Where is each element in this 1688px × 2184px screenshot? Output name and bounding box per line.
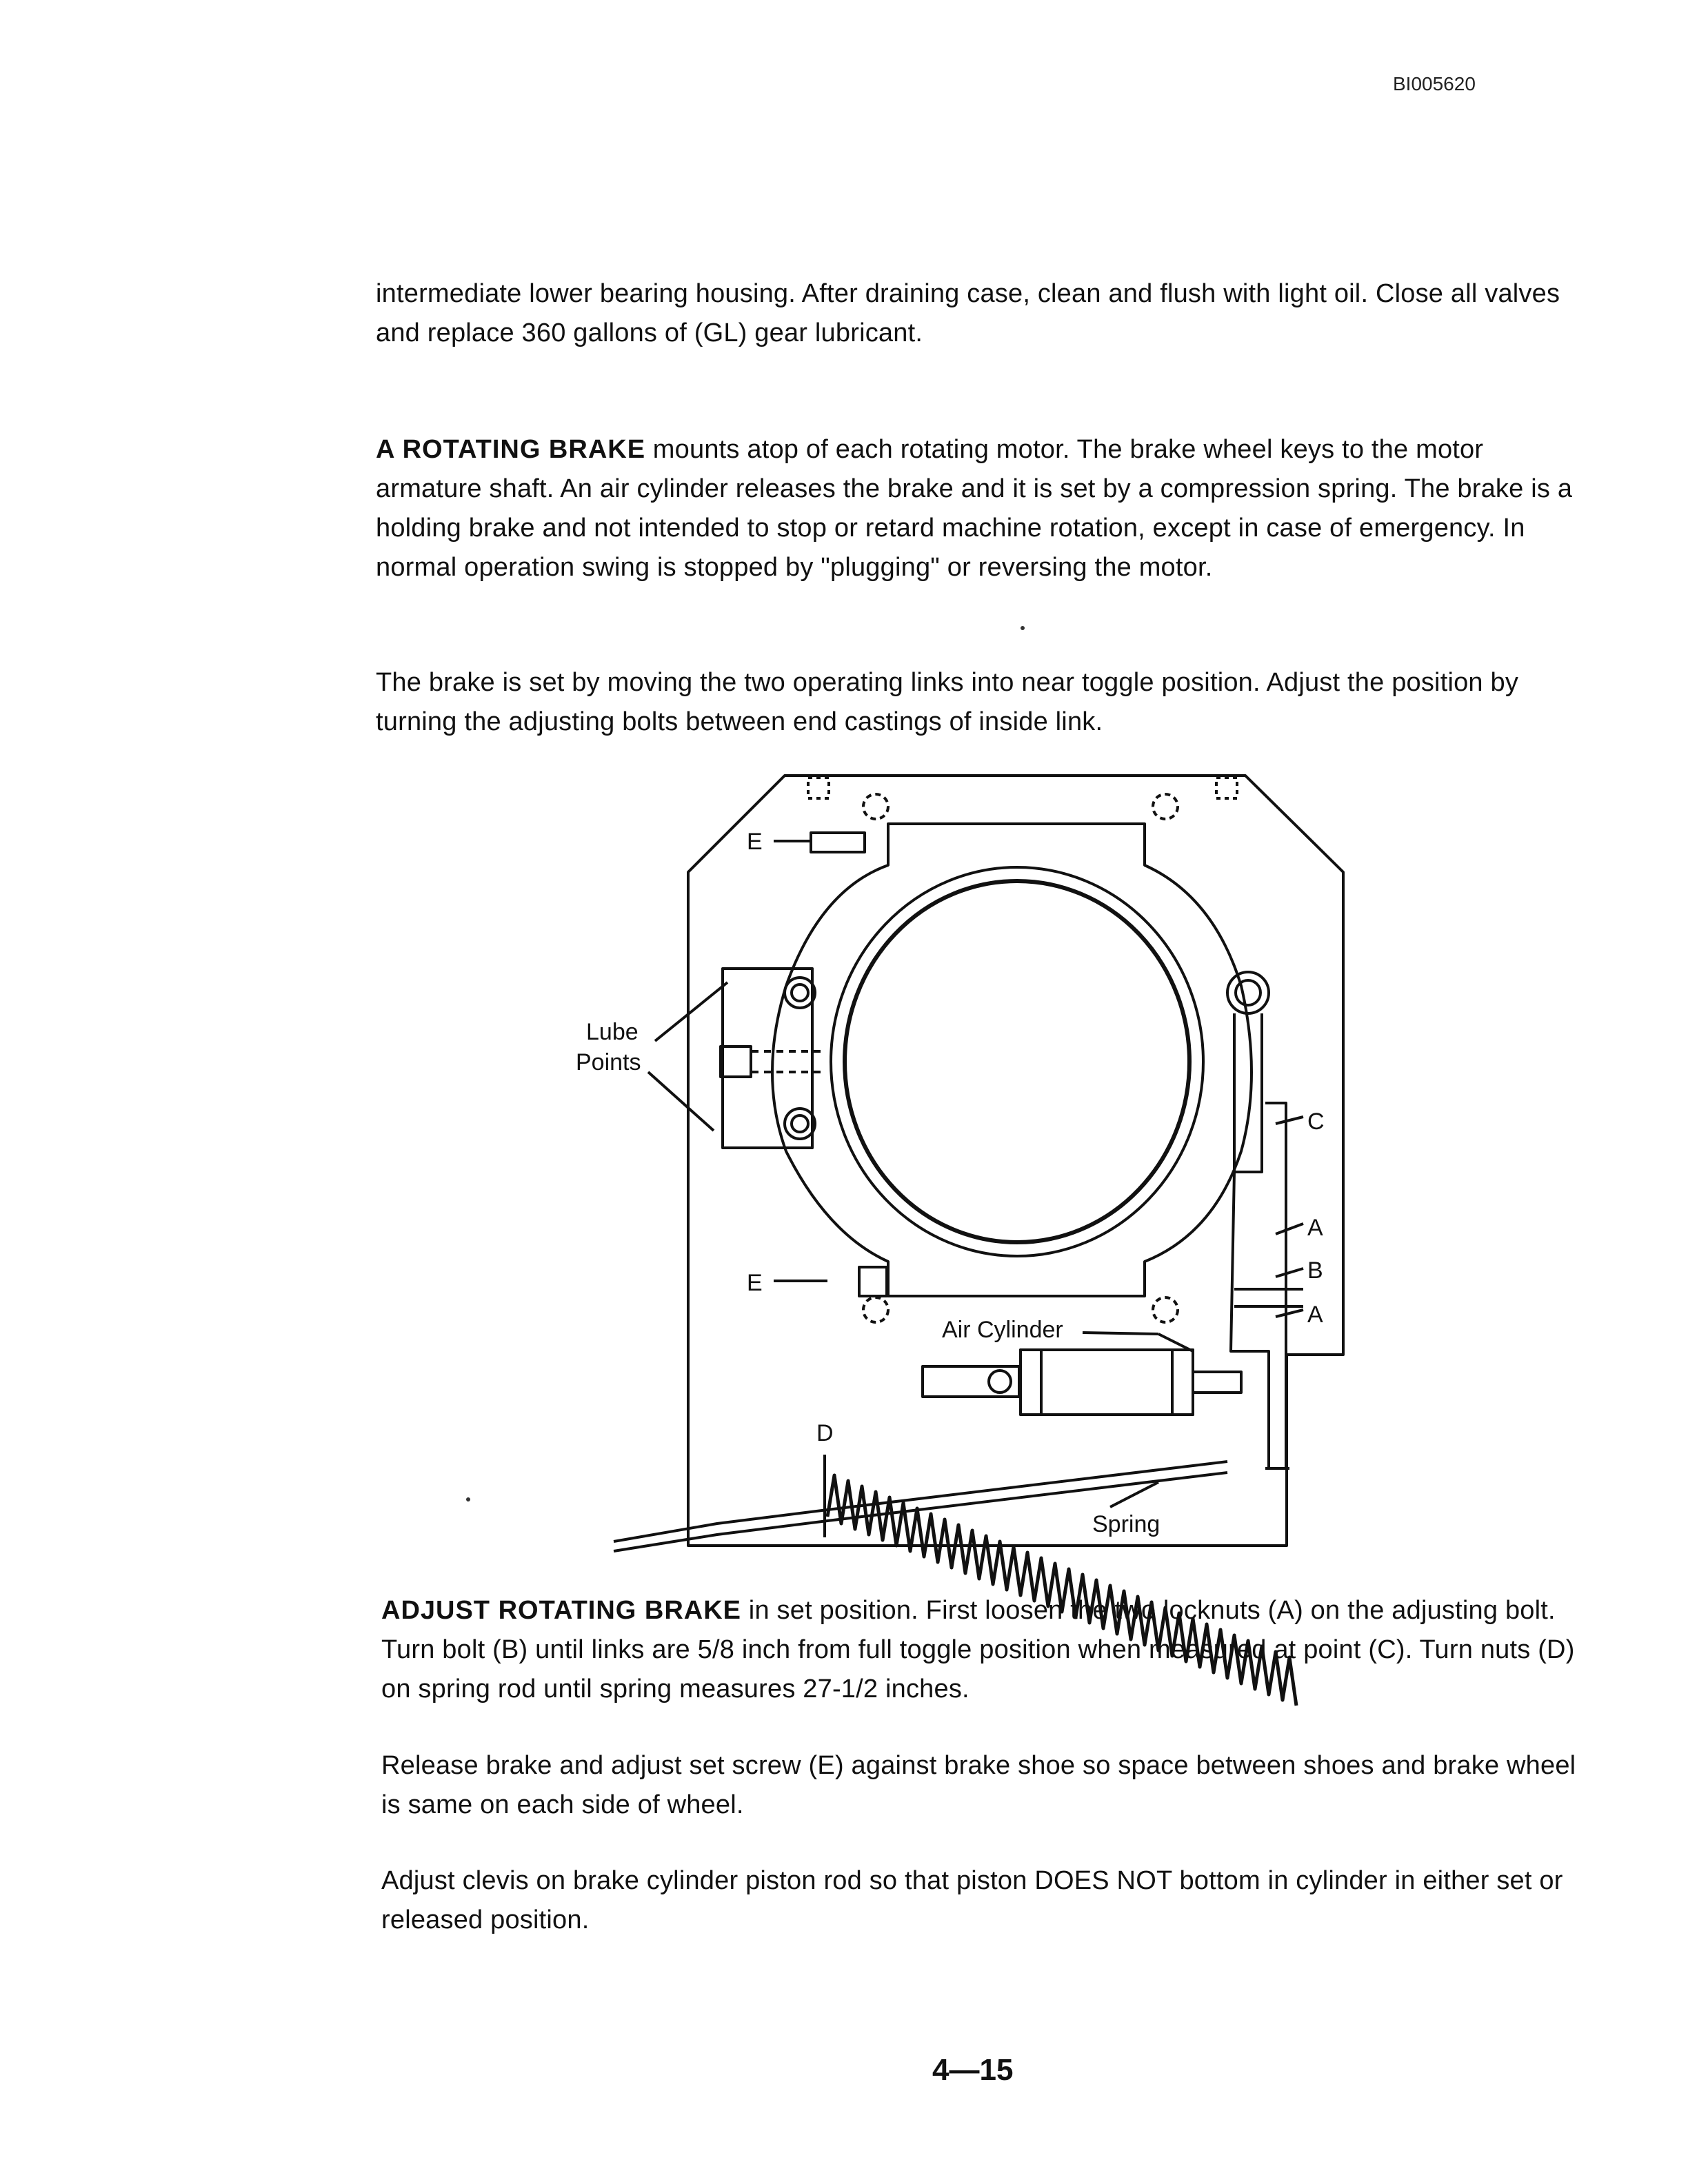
paragraph-release-brake: Release brake and adjust set screw (E) against brake shoe so space between shoes and brake wheel is same on each side of wheel.: [381, 1751, 1576, 1819]
adjust-brake-heading: ADJUST ROTATING BRAKE: [381, 1596, 742, 1625]
label-lube: Lube: [586, 1019, 639, 1045]
label-b: B: [1307, 1257, 1323, 1284]
label-c: C: [1307, 1109, 1325, 1135]
paragraph-gear-case: intermediate lower bearing housing. After draining case, clean and flush with light oil. Close all valves and replace 360 gallons of (GL) gear lubricant.: [376, 279, 1560, 347]
label-air-cylinder: Air Cylinder: [942, 1317, 1063, 1343]
paragraph-rotating-brake: [376, 430, 1576, 587]
label-e-bottom: E: [747, 1270, 763, 1296]
adjust-brake-text: in set position. First loosen the two locknuts (A) on the adjusting bolt. Turn bolt (B) until links are 5/8 inch from full toggle position when measured at point (C). Turn nuts (D) on spring rod until spring measures 27-1/2 inches.: [381, 1596, 1575, 1703]
label-a-bottom: A: [1307, 1302, 1323, 1328]
label-a-top: A: [1307, 1215, 1323, 1241]
page-number: 4—15: [932, 2053, 1014, 2087]
label-d: D: [816, 1420, 834, 1446]
label-spring: Spring: [1092, 1511, 1160, 1537]
document-id: BI005620: [1393, 73, 1476, 94]
brake-wheel-inner: [845, 881, 1189, 1242]
scan-speck: [1021, 626, 1025, 630]
label-e-top: E: [747, 829, 763, 855]
rotating-brake-heading: A ROTATING BRAKE: [376, 435, 646, 464]
brake-shoe-frame: [772, 824, 1252, 1296]
spring-rod: [614, 1462, 1227, 1541]
brake-wheel-outer: [831, 867, 1203, 1256]
rotating-brake-text: mounts atop of each rotating motor. The brake wheel keys to the motor armature shaft. An air cylinder releases the brake and it is set by a compression spring. The brake is a holding brake and not intended to stop or retard machine rotation, except in case of emergency. In normal operation swing is stopped by "plugging" or reversing the motor.: [376, 435, 1573, 582]
scan-speck: [466, 1497, 470, 1502]
air-cylinder-body: [1021, 1350, 1193, 1415]
left-link-block: [723, 969, 812, 1148]
label-points: Points: [576, 1049, 641, 1075]
housing-outline: [688, 776, 1343, 1546]
paragraph-brake-set: The brake is set by moving the two operating links into near toggle position. Adjust the position by turning the adjusting bolts between end castings of inside link.: [376, 668, 1519, 736]
air-cylinder-rod: [923, 1366, 1019, 1397]
paragraph-adjust-brake: [381, 1591, 1581, 1709]
paragraph-adjust-clevis: Adjust clevis on brake cylinder piston rod so that piston DOES NOT bottom in cylinder in either set or released position.: [381, 1866, 1563, 1934]
